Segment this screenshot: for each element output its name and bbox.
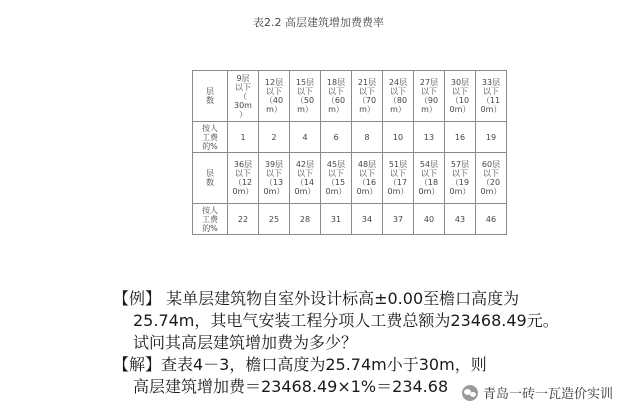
table-cell: 39层 以下 （13 0m） (259, 153, 290, 204)
table-cell: 31 (321, 204, 352, 235)
example-line-1: 【例】 某单层建筑物自室外设计标高±0.00至檐口高度为 (113, 289, 520, 308)
table-cell: 36层 以下 （12 0m） (228, 153, 259, 204)
table-cell: 19 (476, 122, 507, 153)
table-cell: 13 (414, 122, 445, 153)
watermark-text: 青岛一砖一瓦造价实训 (483, 387, 614, 402)
table-cell: 46 (476, 204, 507, 235)
table-cell: 4 (290, 122, 321, 153)
table-cell: 28 (290, 204, 321, 235)
table-cell: 18层 以下 （60 m） (321, 71, 352, 122)
table-cell: 51层 以下 （17 0m） (383, 153, 414, 204)
wechat-icon (462, 385, 478, 401)
table-cell: 9层 以下 （ 30m ） (228, 71, 259, 122)
table-cell: 27层 以下 （90 m） (414, 71, 445, 122)
table-caption: 表2.2 高层建筑增加费费率 (253, 16, 384, 29)
table-cell: 6 (321, 122, 352, 153)
table-cell: 22 (228, 204, 259, 235)
table-cell: 60层 以下 （20 0m） (476, 153, 507, 204)
table-cell: 16 (445, 122, 476, 153)
table-cell: 42层 以下 （14 0m） (290, 153, 321, 204)
row-header-floors: 层 数 (193, 71, 228, 122)
table-cell: 40 (414, 204, 445, 235)
table-cell: 54层 以下 （18 0m） (414, 153, 445, 204)
table-cell: 37 (383, 204, 414, 235)
table-cell: 34 (352, 204, 383, 235)
table-row (193, 122, 507, 153)
row-header-percent: 按人 工费 的% (193, 122, 228, 153)
solution-line-2: 高层建筑增加费＝23468.49×1%＝234.68 (133, 377, 449, 396)
table-cell: 21层 以下 （70 m） (352, 71, 383, 122)
table-cell: 24层 以下 （80 m） (383, 71, 414, 122)
table-cell: 8 (352, 122, 383, 153)
row-header-floors: 层 数 (193, 153, 228, 204)
table-cell: 25 (259, 204, 290, 235)
example-line-3: 试问其高层建筑增加费为多少？ (133, 333, 358, 352)
table-row (193, 204, 507, 235)
table-cell: 12层 以下 （40 m） (259, 71, 290, 122)
example-line-2: 25.74m，其电气安装工程分项人工费总额为23468.49元。 (133, 311, 559, 330)
row-header-percent: 按人 工费 的% (193, 204, 228, 235)
table-cell: 48层 以下 （16 0m） (352, 153, 383, 204)
solution-line-1: 【解】查表4－3，檐口高度为25.74m小于30m，则 (113, 355, 487, 374)
table-row (193, 71, 507, 122)
table-cell: 45层 以下 （15 0m） (321, 153, 352, 204)
rate-table (192, 70, 507, 235)
table-row (193, 153, 507, 204)
table-cell: 15层 以下 （50 m） (290, 71, 321, 122)
table-cell: 1 (228, 122, 259, 153)
watermark (458, 381, 617, 404)
table-cell: 33层 以下 （11 0m） (476, 71, 507, 122)
table-cell: 57层 以下 （19 0m） (445, 153, 476, 204)
table-cell: 10 (383, 122, 414, 153)
table-cell: 2 (259, 122, 290, 153)
table-cell: 30层 以下 （10 0m） (445, 71, 476, 122)
table-cell: 43 (445, 204, 476, 235)
